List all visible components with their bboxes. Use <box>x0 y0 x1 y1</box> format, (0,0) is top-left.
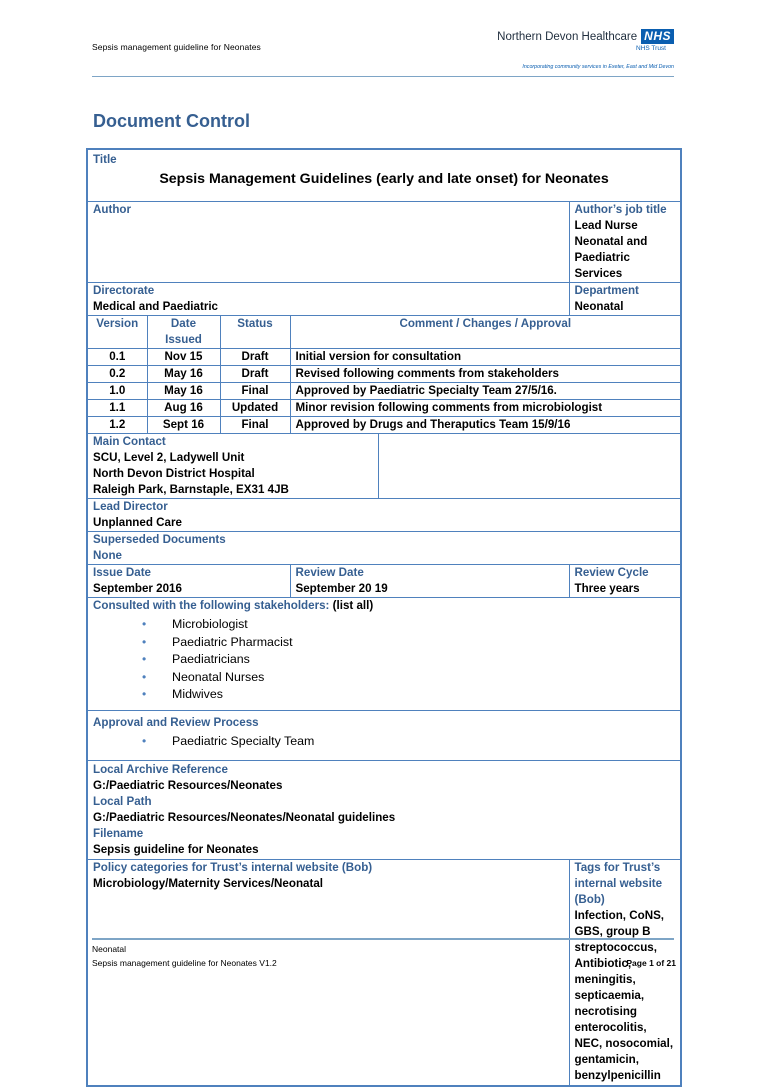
directorate-label: Directorate <box>93 284 155 297</box>
version-row <box>87 417 681 434</box>
review-cycle-label: Review Cycle <box>574 566 649 579</box>
document-control-table <box>86 148 682 1087</box>
version-status: Draft <box>220 366 290 383</box>
organisation-trust: NHS Trust <box>636 45 666 52</box>
author-label: Author <box>93 203 131 216</box>
version-date: May 16 <box>147 366 220 383</box>
filename-label: Filename <box>93 826 144 840</box>
version-status: Final <box>220 383 290 400</box>
stakeholder-item: • Microbiologist <box>172 616 675 634</box>
header-divider <box>92 76 674 77</box>
document-title: Sepsis Management Guidelines (early and late onset) for Neonates <box>159 171 609 187</box>
comment-column-header: Comment / Changes / Approval <box>290 316 681 349</box>
version-comment: Initial version for consultation <box>290 349 681 366</box>
status-column-header: Status <box>220 316 290 349</box>
policy-categories-label: Policy categories for Trust’s internal website (Bob) <box>93 860 373 874</box>
local-path-label: Local Path <box>93 794 152 808</box>
department-value: Neonatal <box>574 300 624 313</box>
job-title-label: Author’s job title <box>574 203 667 216</box>
version-date: May 16 <box>147 383 220 400</box>
approval-item: • Paediatric Specialty Team <box>172 733 675 751</box>
review-cycle-value: Three years <box>574 582 640 595</box>
title-label: Title <box>93 153 117 166</box>
nhs-logo: NHS <box>641 29 674 44</box>
version-row <box>87 366 681 383</box>
lead-director-value: Unplanned Care <box>93 516 182 529</box>
version-comment: Minor revision following comments from microbiologist <box>290 400 681 417</box>
version-row <box>87 383 681 400</box>
organisation-tagline: Incorporating community services in Exeter, East and Mid Devon <box>522 64 674 70</box>
archive-reference-label: Local Archive Reference <box>93 762 228 776</box>
tags-label: Tags for Trust’s internal website (Bob) <box>574 860 663 906</box>
stakeholder-item: • Midwives <box>172 686 675 704</box>
directorate-value: Medical and Paediatric <box>93 300 219 313</box>
main-contact-line: Raleigh Park, Barnstaple, EX31 4JB <box>93 483 289 496</box>
policy-categories-value: Microbiology/Maternity Services/Neonatal <box>93 876 324 890</box>
version-comment: Revised following comments from stakeholders <box>290 366 681 383</box>
footer-document-version: Sepsis management guideline for Neonates V1.2 <box>92 958 277 968</box>
issue-date-label: Issue Date <box>93 566 151 579</box>
main-contact-empty-cell <box>378 434 681 499</box>
lead-director-label: Lead Director <box>93 500 168 513</box>
version-date: Nov 15 <box>147 349 220 366</box>
version-number: 0.2 <box>87 366 147 383</box>
footer-page-number: Page 1 of 21 <box>626 958 676 968</box>
review-date-value: September 20 19 <box>295 582 388 595</box>
consulted-suffix: (list all) <box>332 599 374 612</box>
main-contact-line: North Devon District Hospital <box>93 467 255 480</box>
local-path-value: G:/Paediatric Resources/Neonates/Neonatal guidelines <box>93 810 396 824</box>
tags-value: Infection, CoNS, GBS, group B streptococcus, Antibiotic, meningitis, septicaemia, necrotising enterocolitis, NEC, nosocomial, gentamicin, benzylpenicillin <box>574 908 674 1082</box>
department-label: Department <box>574 284 639 297</box>
issue-date-value: September 2016 <box>93 582 182 595</box>
version-header-row <box>87 316 681 349</box>
page-title: Document Control <box>93 111 250 131</box>
stakeholder-item: • Paediatricians <box>172 651 675 669</box>
stakeholder-item: • Neonatal Nurses <box>172 669 675 687</box>
stakeholder-list <box>93 616 675 704</box>
version-number: 1.0 <box>87 383 147 400</box>
stakeholder-item: • Paediatric Pharmacist <box>172 634 675 652</box>
organisation-name: Northern Devon Healthcare <box>497 30 638 43</box>
version-comment: Approved by Paediatric Specialty Team 27/5/16. <box>290 383 681 400</box>
version-date: Aug 16 <box>147 400 220 417</box>
footer-department: Neonatal <box>92 944 127 954</box>
main-contact-label: Main Contact <box>93 435 166 448</box>
version-number: 0.1 <box>87 349 147 366</box>
review-date-label: Review Date <box>295 566 364 579</box>
superseded-value: None <box>93 549 122 562</box>
version-status: Final <box>220 417 290 434</box>
approval-label: Approval and Review Process <box>93 715 259 729</box>
approval-list <box>93 733 675 751</box>
version-date: Sept 16 <box>147 417 220 434</box>
header-document-name: Sepsis management guideline for Neonates <box>92 42 261 52</box>
consulted-label: Consulted with the following stakeholders: <box>93 599 330 612</box>
version-status: Draft <box>220 349 290 366</box>
version-comment: Approved by Drugs and Theraputics Team 15/9/16 <box>290 417 681 434</box>
version-number: 1.1 <box>87 400 147 417</box>
filename-value: Sepsis guideline for Neonates <box>93 842 259 856</box>
footer-divider <box>92 938 674 940</box>
job-title-value: Lead Nurse Neonatal and Paediatric Services <box>574 219 648 280</box>
version-number: 1.2 <box>87 417 147 434</box>
version-row <box>87 349 681 366</box>
date-issued-column-header: Date Issued <box>147 316 220 349</box>
version-column-header: Version <box>87 316 147 349</box>
main-contact-line: SCU, Level 2, Ladywell Unit <box>93 451 245 464</box>
version-row <box>87 400 681 417</box>
organisation-logo-block <box>497 29 674 70</box>
archive-reference-value: G:/Paediatric Resources/Neonates <box>93 778 283 792</box>
version-status: Updated <box>220 400 290 417</box>
superseded-label: Superseded Documents <box>93 533 226 546</box>
